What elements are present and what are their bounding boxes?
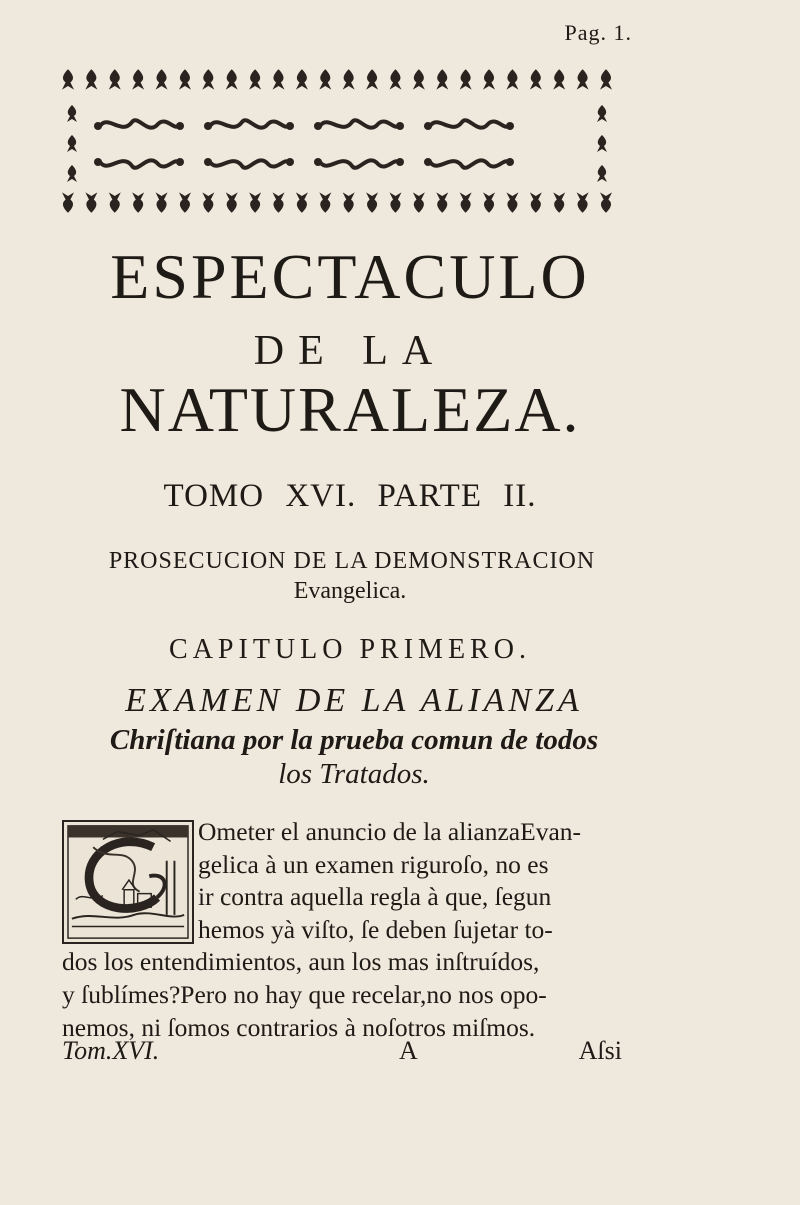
fleuron-icon (343, 69, 355, 89)
fleuron-icon (62, 192, 74, 212)
fleuron-icon (366, 69, 378, 89)
fleuron-icon (202, 69, 214, 89)
scroll-motif-icon (100, 160, 178, 167)
scroll-end-icon (424, 122, 432, 130)
fleuron-icon (600, 69, 612, 89)
fleuron-icon (156, 69, 168, 89)
scroll-motif-icon (210, 120, 288, 127)
fleuron-icon (67, 135, 77, 152)
fleuron-icon (436, 192, 448, 212)
body-line: dos los entendimientos, aun los mas inſtruídos, (62, 947, 540, 977)
page-footer (62, 1036, 622, 1072)
fleuron-icon (483, 69, 495, 89)
fleuron-icon (85, 69, 97, 89)
scroll-end-icon (396, 122, 404, 130)
volume-signature: Tom.XVI. (62, 1036, 160, 1065)
fleuron-icon (249, 69, 261, 89)
fleuron-icon (179, 69, 191, 89)
fleuron-icon (553, 192, 565, 212)
fleuron-icon (600, 192, 612, 212)
scroll-end-icon (506, 122, 514, 130)
fleuron-icon (319, 192, 331, 212)
fleuron-icon (62, 69, 74, 89)
scroll-motif-icon (320, 160, 398, 167)
title-line-3: NATURALEZA. (119, 374, 581, 445)
fleuron-icon (577, 69, 589, 89)
body-line: Ometer el anuncio de la alianzaEvan- (198, 817, 582, 846)
scroll-end-icon (204, 122, 212, 130)
fleuron-icon (296, 192, 308, 212)
fleuron-icon (460, 192, 472, 212)
fleuron-icon (179, 192, 191, 212)
chapter-heading: CAPITULO PRIMERO. (169, 634, 531, 665)
scroll-end-icon (424, 158, 432, 166)
chapter-title-line-1: EXAMEN DE LA ALIANZA (125, 682, 583, 719)
scroll-motif-icon (210, 160, 288, 167)
scroll-motif-icon (320, 120, 398, 127)
fleuron-icon (530, 192, 542, 212)
fleuron-icon (389, 69, 401, 89)
scroll-end-icon (286, 158, 294, 166)
fleuron-icon (67, 105, 77, 122)
fleuron-icon (577, 192, 589, 212)
fleuron-icon (132, 192, 144, 212)
signature-mark: A (399, 1036, 418, 1065)
scroll-end-icon (204, 158, 212, 166)
catchword: Aſsi (578, 1036, 622, 1065)
fleuron-icon (597, 165, 607, 182)
scroll-end-icon (506, 158, 514, 166)
scroll-motif-icon (430, 160, 508, 167)
body-line: ir contra aquella regla à que, ſegun (198, 882, 552, 912)
body-line: hemos yà viſto, ſe deben ſujetar to- (198, 914, 553, 944)
body-line: nemos, ni ſomos contrarios à noſotros miſmos. (62, 1012, 536, 1042)
scroll-end-icon (286, 122, 294, 130)
fleuron-icon (530, 69, 542, 89)
fleuron-icon (460, 69, 472, 89)
fleuron-icon (413, 69, 425, 89)
scroll-end-icon (94, 158, 102, 166)
fleuron-icon (597, 105, 607, 122)
fleuron-icon (85, 192, 97, 212)
scroll-end-icon (314, 122, 322, 130)
fleuron-icon (506, 69, 518, 89)
scroll-end-icon (314, 158, 322, 166)
fleuron-icon (366, 192, 378, 212)
scroll-end-icon (396, 158, 404, 166)
fleuron-icon (202, 192, 214, 212)
body-line: gelica à un examen riguroſo, no es (198, 849, 549, 879)
fleuron-icon (506, 192, 518, 212)
subtitle-line-2: Evangelica. (293, 578, 407, 604)
fleuron-icon (436, 69, 448, 89)
fleuron-icon (273, 69, 285, 89)
fleuron-icon (553, 69, 565, 89)
fleuron-icon (109, 192, 121, 212)
title-line-2: DE LA (253, 328, 447, 374)
fleuron-icon (156, 192, 168, 212)
title-line-1: ESPECTACULO (110, 241, 590, 312)
scroll-end-icon (94, 122, 102, 130)
body-line: y ſublímes?Pero no hay que recelar,no nos opo- (62, 979, 547, 1009)
fleuron-icon (226, 69, 238, 89)
chapter-title-line-3: los Tratados. (278, 758, 430, 790)
subtitle-line-1: PROSECUCION DE LA DEMONSTRACION (108, 548, 596, 574)
fleuron-icon (67, 165, 77, 182)
scroll-end-icon (176, 158, 184, 166)
fleuron-icon (226, 192, 238, 212)
volume-heading: TOMO XVI. PARTE II. (163, 478, 537, 514)
page-number: Pag. 1. (564, 20, 632, 45)
printers-ornament-icon (58, 66, 616, 218)
body-paragraph (62, 816, 622, 1044)
fleuron-icon (319, 69, 331, 89)
scroll-motif-icon (100, 120, 178, 127)
fleuron-icon (483, 192, 495, 212)
fleuron-icon (132, 69, 144, 89)
fleuron-icon (413, 192, 425, 212)
fleuron-icon (273, 192, 285, 212)
fleuron-icon (597, 135, 607, 152)
fleuron-icon (389, 192, 401, 212)
fleuron-icon (109, 69, 121, 89)
fleuron-icon (343, 192, 355, 212)
fleuron-icon (249, 192, 261, 212)
scroll-motif-icon (430, 120, 508, 127)
scroll-end-icon (176, 122, 184, 130)
fleuron-icon (296, 69, 308, 89)
chapter-title-line-2: Chriſtiana por la prueba comun de todos (109, 724, 599, 756)
